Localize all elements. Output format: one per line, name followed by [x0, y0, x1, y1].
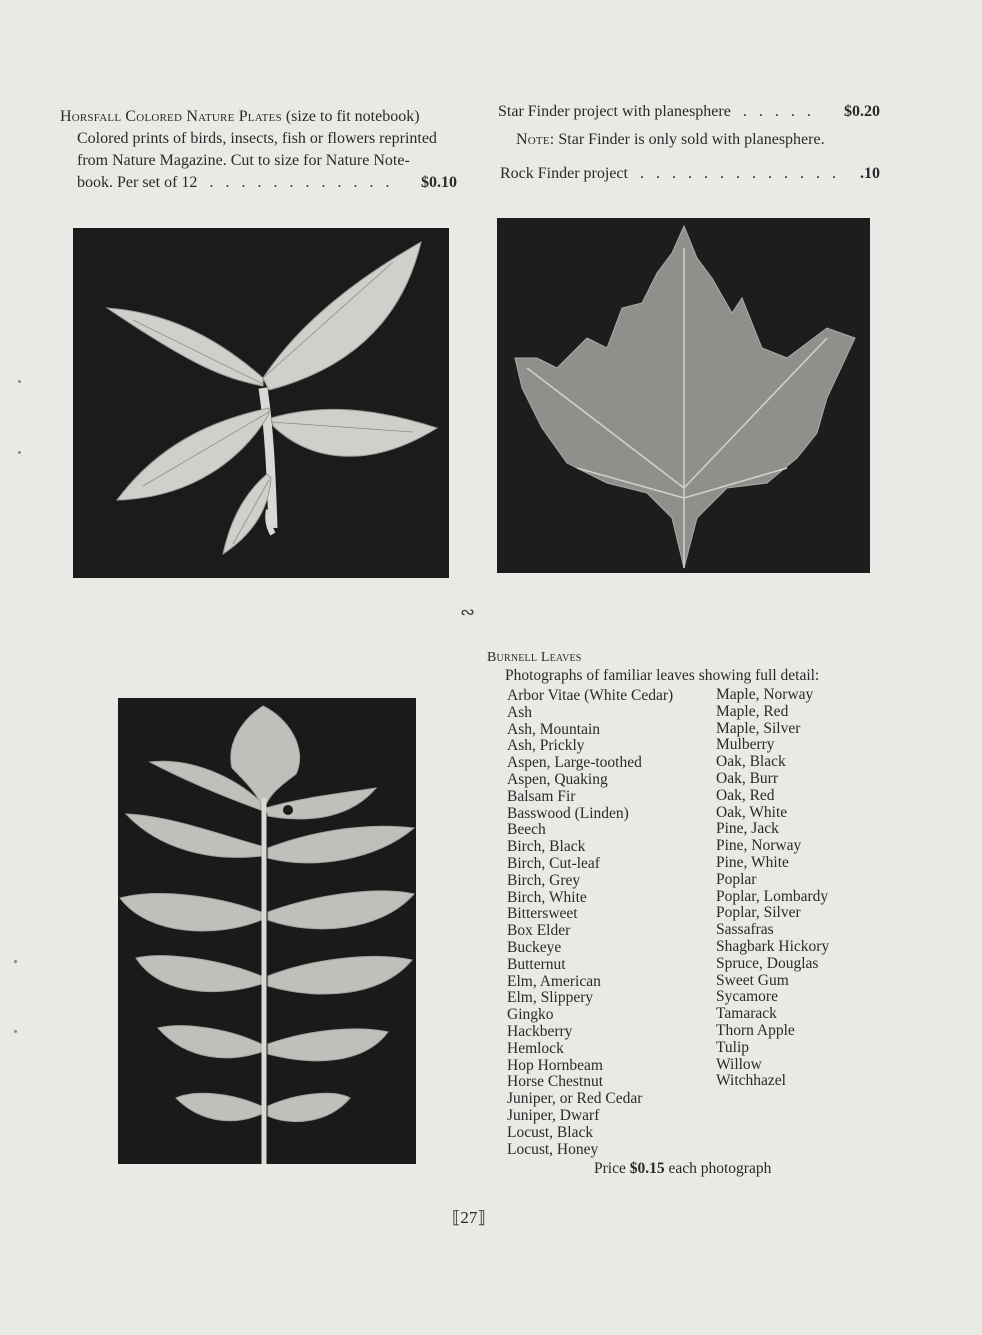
leaf-list-item: Locust, Black [507, 1123, 594, 1141]
horsfall-last-line: book. Per set of 12 [77, 174, 198, 191]
price-suffix: each photograph [668, 1160, 772, 1177]
leaf-list-item: Hemlock [507, 1039, 564, 1057]
rock-finder-label: Rock Finder project [500, 165, 628, 182]
leaf-list-item: Hackberry [507, 1022, 573, 1040]
leaf-list-item: Poplar [716, 870, 757, 888]
leaf-list-item: Sassafras [716, 921, 774, 939]
leaf-list-item: Aspen, Quaking [507, 770, 608, 788]
leader-dots: . . . . . [742, 103, 815, 120]
leaf-list-item: Bittersweet [507, 905, 578, 923]
star-finder-note [516, 128, 825, 151]
burnell-intro: Photographs of familiar leaves showing full detail: [505, 667, 820, 684]
leaf-list-item: Witchhazel [716, 1072, 786, 1090]
maple-leaf-image [497, 218, 870, 573]
leaf-list-item: Elm, American [507, 972, 601, 990]
leaf-list-item: Pine, White [716, 853, 789, 871]
margin-speck [14, 960, 17, 963]
leaf-list-item: Gingko [507, 1006, 554, 1024]
leader-dots: . . . . . . . . . . . . [209, 174, 394, 191]
horsfall-heading-line [60, 105, 420, 128]
price-prefix: Price [594, 1160, 626, 1177]
leaf-list-item: Ash [507, 703, 532, 721]
leaf-list-item: Ash, Prickly [507, 737, 585, 755]
leaf-list-item: Thorn Apple [716, 1021, 795, 1039]
star-finder-line [498, 100, 880, 123]
leaf-list-item: Oak, White [716, 803, 788, 821]
leaf-list-item: Juniper, Dwarf [507, 1106, 600, 1124]
elm-leaf-image [73, 228, 449, 578]
leaf-list-item: Ash, Mountain [507, 720, 600, 738]
leaf-list-item: Tamarack [716, 1005, 777, 1023]
leaf-list-column-1 [507, 688, 673, 1158]
ash-leaf-photo [118, 698, 416, 1164]
horsfall-price-line [77, 171, 457, 194]
burnell-price: $0.15 [629, 1160, 665, 1177]
leaf-list-item: Pine, Jack [716, 820, 779, 838]
leaf-list-item: Buckeye [507, 938, 562, 956]
leaf-list-item: Sweet Gum [716, 971, 789, 989]
leaf-list-item: Locust, Honey [507, 1140, 599, 1158]
margin-speck [18, 380, 21, 383]
rock-finder-line [500, 162, 880, 185]
page-number-bracket-close: ⟧ [477, 1208, 486, 1227]
burnell-price-line [594, 1160, 771, 1178]
leaf-list-item: Maple, Red [716, 702, 789, 720]
page-number-bracket-open: ⟦ [452, 1208, 461, 1227]
leaf-list-item: Butternut [507, 955, 566, 973]
page-number-value: 27 [460, 1208, 478, 1227]
horsfall-heading-note: (size to fit notebook) [285, 108, 420, 125]
leaf-list-item: Juniper, or Red Cedar [507, 1090, 643, 1108]
ash-leaf-image [118, 698, 416, 1164]
leaf-list-item: Birch, White [507, 888, 587, 906]
ornament-divider: ∾ [460, 602, 476, 622]
leaf-list-item: Hop Hornbeam [507, 1056, 603, 1074]
leaf-list-item: Birch, Cut-leaf [507, 854, 600, 872]
leaf-list-item: Maple, Norway [716, 686, 814, 703]
leaf-list-item: Oak, Red [716, 786, 775, 804]
leaf-list-item: Basswood (Linden) [507, 804, 629, 822]
leaf-list-item: Poplar, Lombardy [716, 887, 829, 905]
burnell-heading: Burnell Leaves [487, 650, 582, 665]
leaf-list-item: Shagbark Hickory [716, 937, 830, 955]
page-number [452, 1208, 486, 1228]
leaf-list-item: Sycamore [716, 988, 778, 1006]
leaf-list-item: Poplar, Silver [716, 904, 801, 922]
maple-leaf-photo [497, 218, 870, 573]
leaf-list-item: Birch, Black [507, 838, 586, 856]
leaf-list-item: Spruce, Douglas [716, 954, 819, 972]
leaf-list-item: Box Elder [507, 922, 571, 940]
leaf-list-item: Oak, Burr [716, 769, 778, 787]
leaf-list-item: Beech [507, 821, 546, 839]
leaf-list-item: Elm, Slippery [507, 989, 594, 1007]
leaf-list-item: Horse Chestnut [507, 1073, 604, 1091]
leaf-list-item: Birch, Grey [507, 871, 581, 889]
note-text: Star Finder is only sold with planesphere. [558, 131, 825, 148]
leaf-list-item: Willow [716, 1055, 762, 1073]
elm-leaf-photo [73, 228, 449, 578]
leaf-list-item: Tulip [716, 1038, 750, 1056]
rock-finder-price: .10 [860, 165, 880, 182]
leaf-list-column-2 [716, 687, 829, 1090]
horsfall-price: $0.10 [421, 174, 457, 191]
star-finder-label: Star Finder project with planesphere [498, 103, 731, 120]
leaf-list-item: Oak, Black [716, 753, 786, 771]
star-finder-price: $0.20 [844, 103, 880, 120]
leaf-list-item: Mulberry [716, 736, 775, 754]
leaf-list-item: Maple, Silver [716, 719, 801, 737]
note-label: Note: [516, 131, 555, 148]
leader-dots: . . . . . . . . . . . . . [639, 165, 840, 182]
leaf-list-item: Arbor Vitae (White Cedar) [507, 687, 674, 704]
leaf-list-item: Balsam Fir [507, 787, 576, 805]
margin-speck [14, 1030, 17, 1033]
leaf-list-item: Aspen, Large-toothed [507, 754, 642, 772]
horsfall-description-line-2: from Nature Magazine. Cut to size for Nature Note- [77, 152, 410, 169]
leaf-list-item: Pine, Norway [716, 837, 802, 855]
horsfall-heading: Horsfall Colored Nature Plates [60, 108, 282, 125]
horsfall-description-line-1: Colored prints of birds, insects, fish or flowers reprinted [77, 130, 437, 147]
margin-speck [18, 451, 21, 454]
